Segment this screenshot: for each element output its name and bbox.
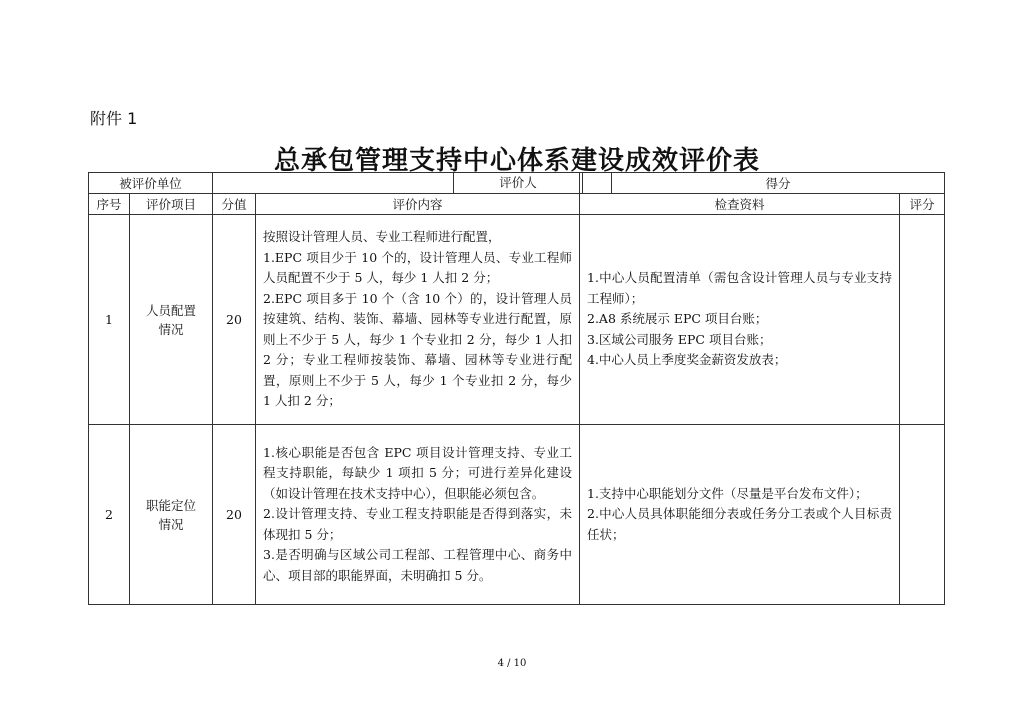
row-content [256, 215, 580, 425]
evaluator-label [580, 173, 612, 194]
col-header-points: 分值 [213, 194, 256, 215]
material-line: 1.中心人员配置清单（需包含设计管理人员与专业支持工程师）； [587, 270, 892, 306]
row-item: 职能定位 情况 [130, 425, 213, 605]
row-points: 20 [213, 425, 256, 605]
row-points: 20 [213, 215, 256, 425]
document-title: 总承包管理支持中心体系建设成效评价表 [273, 146, 760, 176]
col-header-content: 评价内容 [256, 194, 580, 215]
page-number: 4 / 10 [497, 658, 527, 669]
content-line: 1.核心职能是否包含 EPC 项目设计管理支持、专业工程支持职能，每缺少 1 项扣 5 分；可进行差异化建设（如设计管理在技术支持中心），但职能必须包含。 [263, 444, 572, 501]
content-line: 2.EPC 项目多于 10 个（含 10 个）的，设计管理人员按建筑、结构、装饰、幕墙、园林等专业进行配置，原则上不少于 5 人，每少 1 个专业扣 2 分，每少 1 人扣 2 分；专业工程师按装饰、幕墙、园林等专业进行配置，原则上不少于 5 人，每少 1 个专业扣 2 分，每少 1 人扣 2 分； [263, 290, 572, 409]
row-content [256, 425, 580, 605]
table-row [89, 425, 945, 605]
row-item: 人员配置 情况 [130, 215, 213, 425]
material-line: 2.A8 系统展示 EPC 项目台账； [587, 311, 768, 327]
row-no: 2 [89, 425, 130, 605]
score-label: 得分 [612, 173, 945, 194]
material-line: 3.区域公司服务 EPC 项目台账； [587, 331, 772, 347]
content-line: 3.是否明确与区域公司工程部、工程管理中心、商务中心、项目部的职能界面，未明确扣 5 分。 [263, 547, 572, 583]
col-header-score: 评分 [900, 194, 945, 215]
col-header-item: 评价项目 [130, 194, 213, 215]
evaluator-label-text: 评价人 [453, 172, 583, 193]
evaluated-unit-label: 被评价单位 [89, 173, 213, 194]
row-materials [580, 215, 900, 425]
content-line: 按照设计管理人员、专业工程师进行配置， [263, 229, 501, 245]
material-line: 1.支持中心职能划分文件（尽量是平台发布文件）； [587, 485, 868, 501]
attachment-label: 附件 1 [90, 109, 138, 128]
table-row [89, 215, 945, 425]
content-line: 2.设计管理支持、专业工程支持职能是否得到落实，未体现扣 5 分； [263, 506, 572, 542]
material-line: 2.中心人员具体职能细分表或任务分工表或个人目标责任状； [587, 506, 892, 542]
row-score[interactable] [900, 215, 945, 425]
col-header-materials: 检查资料 [580, 194, 900, 215]
column-header-row [89, 194, 945, 215]
material-line: 4.中心人员上季度奖金薪资发放表； [587, 352, 787, 368]
row-score[interactable] [900, 425, 945, 605]
col-header-no: 序号 [89, 194, 130, 215]
row-no: 1 [89, 215, 130, 425]
row-materials [580, 425, 900, 605]
evaluation-table [88, 172, 945, 605]
content-line: 1.EPC 项目少于 10 个的，设计管理人员、专业工程师人员配置不少于 5 人，每少 1 人扣 2 分； [263, 249, 572, 286]
